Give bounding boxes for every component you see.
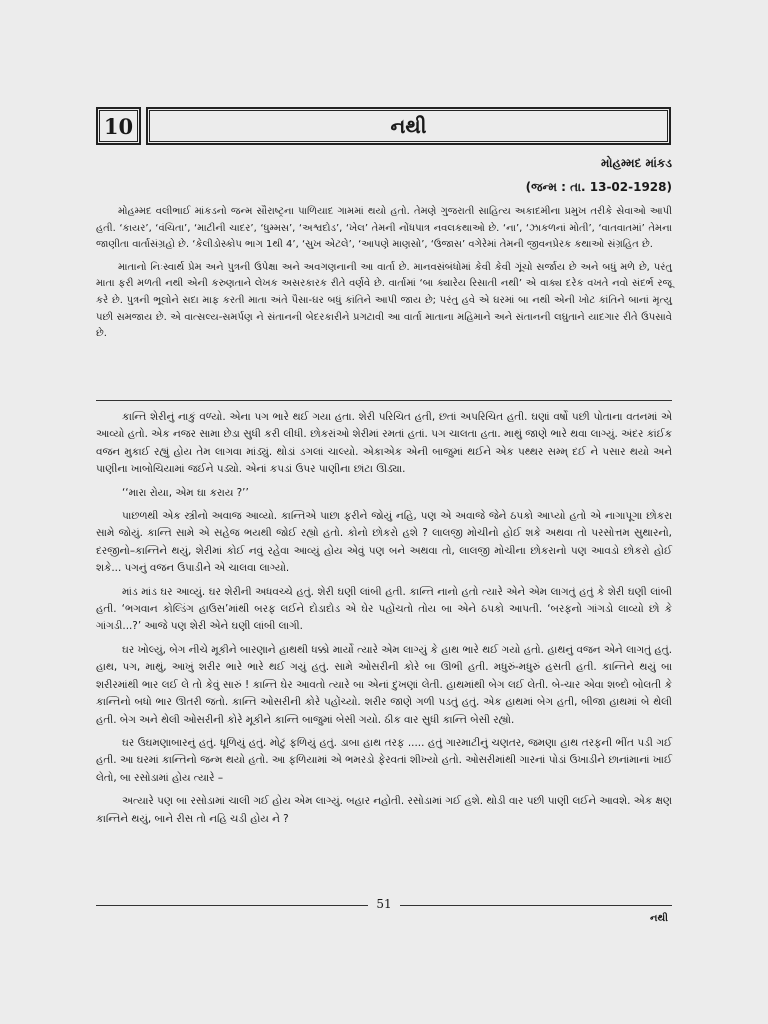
story-paragraph: ઘર ઉઘમણાબારનું હતું. ધૂળિયું હતું. મોટું ફળિયું હતું. ડાબા હાથ તરફ ..... હતું ગારમાટીનું ચણતર, જમણા હાથ તરફની ભીંત પડી ગઈ હતી. આ ઘરમાં કાન્તિનો જન્મ થયો હતો. આ ફળિયામાં એ ભમરડો ફેરવતાં શીખ્યો હતો. ઓસરીમાંથી ગારનાં પોડાં ઉખાડીને છાનાંમાનાં ખાઈ લેતો, બા રસોડામાં હોય ત્યારે – bbox=[96, 736, 672, 784]
section-divider bbox=[96, 400, 672, 401]
story-paragraph: કાન્તિ શેરીનું નાકું વળ્યો. એના પગ ભારે થઈ ગયા હતા. શેરી પરિચિત હતી, છતાં અપરિચિત હતી. ઘણાં વર્ષો પછી પોતાના વતનમાં એ આવ્યો હતો. એક નજર સામા છેડા સુધી કરી લીધી. છોકરાંઓ શેરીમાં રમતાં હતાં. પગ ચાલતા હતા. માથું જાણે ભારે થવા લાગ્યું. અંદર કાંઈક વજન મુકાઈ રહ્યું હોય તેમ લાગવા માંડ્યું. થોડાં ડગલાં ચાલ્યો. એકાએક એની બાજુમાં થઈને એક પથ્થર સમ્મ્ દઈ ને પસાર થયો અને પાણીના ખાબોચિયામાં જઈને પડ્યો. એનાં કપડાં ઉપર પાણીના છાંટા ઊડ્યા. bbox=[96, 411, 672, 476]
story-text bbox=[96, 409, 672, 834]
running-title: નથી bbox=[650, 913, 668, 924]
chapter-number-box bbox=[96, 107, 141, 145]
author-intro bbox=[96, 204, 672, 349]
footer-rule-right bbox=[400, 905, 672, 906]
chapter-title: નથી bbox=[149, 110, 668, 142]
intro-paragraph: માતાનો નિઃસ્વાર્થ પ્રેમ અને પુત્રની ઉપેક્ષા અને અવગણનાની આ વાર્તા છે. માનવસંબંધોમાં કેવી કેવી ગૂંચો સર્જાય છે અને બધું મળે છે, પરંતુ માતા ફરી મળતી નથી એની કરુણતાને લેખક અસરકારક રીતે વર્ણવે છે. વાર્તામાં ‘બા ક્યારેય રિસાતી નથી’ એ વાક્ય દરેક વખતે નવો સંદર્ભ રજૂ કરે છે. પુત્રની ભૂલોને સદા માફ કરતી માતા અંતે પૈસા-ઘર બધું કાંતિને આપી જાય છે; પરંતુ હવે એ ઘરમાં બા નથી એની ખોટ કાંતિને બાનાં મૃત્યુ પછી સમજાય છે. એ વાત્સલ્ય-સમર્પણ ને સંતાનની બેદરકારીને પ્રગટાવી આ વાર્તા માતાના મહિમાને અને સંતાનની લઘુતાને યાદગાર રીતે ઉપસાવે છે. bbox=[96, 261, 672, 340]
story-paragraph: માંડ માંડ ઘર આવ્યું. ઘર શેરીની અધવચ્ચે હતું. શેરી ઘણી લાંબી હતી. કાન્તિ નાનો હતો ત્યારે એને એમ લાગતું હતું કે શેરી ઘણી લાંબી હતી. ‘ભગવાન કોલ્ડિંગ હાઉસ’માંથી બરફ લઈને દોડાદોડ એ ઘેર પહોંચતો તોય બા એને ઠપકો આપતી. ‘બરફનો ગાંગડો લાવ્યો છો કે ગાંગડી...?’ આજે પણ શેરી એને ઘણી લાંબી લાગી. bbox=[96, 585, 672, 633]
story-paragraph: ‘‘મારા રોયા, એમ ઘા કરાય ?’’ bbox=[122, 486, 249, 499]
story-paragraph: ઘર ખોલ્યું, બેગ નીચે મૂકીને બારણાને હાથથી ધક્કો માર્યો ત્યારે એમ લાગ્યું કે હાથ ભારે થઈ ગયો હતો. હાથનું વજન એને લાગતું હતું. હાથ, પગ, માથું, આખું શરીર ભારે ભારે થઈ ગયું હતું. સામે ઓસરીની કોરે બા ઊભી હતી. મધુરું-મધુરું હસતી હતી. કાન્તિને થયું બા શરીરમાંથી ભાર લઈ લે તો કેવું સારું ! કાન્તિ ઘેર આવતો ત્યારે બા એનાં દુખણાં લેતી. હાથમાંથી બેગ લઈ લેતી. બે-ચાર એવા શબ્દો બોલતી કે કાન્તિનો બધો ભાર ઊતરી જતો. કાન્તિ ઓસરીની કોરે પહોંચ્યો. શરીર જાણે ગળી પડતું હતું. એક હાથમાં બેગ હતી, બીજા હાથમાં બે થેલી હતી. બેગ અને થેલી ઓસરીની કોરે મૂકીને કાન્તિ બાજુમાં બેસી ગયો. ઠીક વાર સુધી કાન્તિ બેસી રહ્યો. bbox=[96, 643, 672, 726]
footer-rule-left bbox=[96, 905, 368, 906]
page-number: 51 bbox=[376, 897, 392, 911]
intro-paragraph: મોહમ્મદ વલીભાઈ માંકડનો જન્મ સૌરાષ્ટ્રના પાળિયાદ ગામમાં થયો હતો. તેમણે ગુજરાતી સાહિત્ય અકાદમીના પ્રમુખ તરીકે સેવાઓ આપી હતી. ‘કાયર’, ‘વંચિતા’, ‘માટીની ચાદર’, ‘ધુમ્મસ’, ‘અશ્વદોડ’, ‘ખેલ’ તેમની નોંધપાત્ર નવલકથાઓ છે. ‘ના’, ‘ઝાકળનાં મોતી’, ‘વાતવાતમાં’ તેમના જાણીતા વાર્તાસંગ્રહો છે. ‘કેલીડોસ્કોપ ભાગ 1થી 4’, ‘સુખ એટલે’, ‘આપણે માણસો’, ‘ઉજાસ’ વગેરેમાં તેમની જીવનપ્રેરક કથાઓ સંગ્રહિત છે. bbox=[96, 206, 672, 251]
chapter-number: 10 bbox=[99, 110, 138, 142]
chapter-title-box bbox=[146, 107, 671, 145]
author-name: મોહમ્મદ માંકડ bbox=[601, 156, 672, 170]
author-birth-date: (જન્મ : તા. 13-02-1928) bbox=[525, 180, 672, 194]
story-paragraph: અત્યારે પણ બા રસોડામાં ચાલી ગઈ હોય એમ લાગ્યું. બહાર નહોતી. રસોડામાં ગઈ હશે. થોડી વાર પછી પાણી લઈને આવશે. એક ક્ષણ કાન્તિને થયું, બાને રીસ તો નહિ ચડી હોય ને ? bbox=[96, 795, 672, 825]
story-paragraph: પાછળથી એક સ્ત્રીનો અવાજ આવ્યો. કાન્તિએ પાછા ફરીને જોયું નહિ, પણ એ અવાજે જેને ઠપકો આપ્યો હતો એ નાગાપૂગા છોકરા સામે જોયું. કાન્તિ સામે એ સહેજ ભયથી જોઈ રહ્યો હતો. કોનો છોકરો હશે ? લાલજી મોચીનો હોઈ શકે અથવા તો પરસોત્તમ સુથારનો, દરજીનો–કાન્તિને થયું, શેરીમાં કોઈ નવું રહેવા આવ્યું હોય એવું પણ બને અથવા તો, લાલજી મોચીના છોકરાનો પણ આવડો છોકરો હોઈ શકે... પગનું વજન ઉપાડીને એ ચાલવા લાગ્યો. bbox=[96, 510, 672, 575]
